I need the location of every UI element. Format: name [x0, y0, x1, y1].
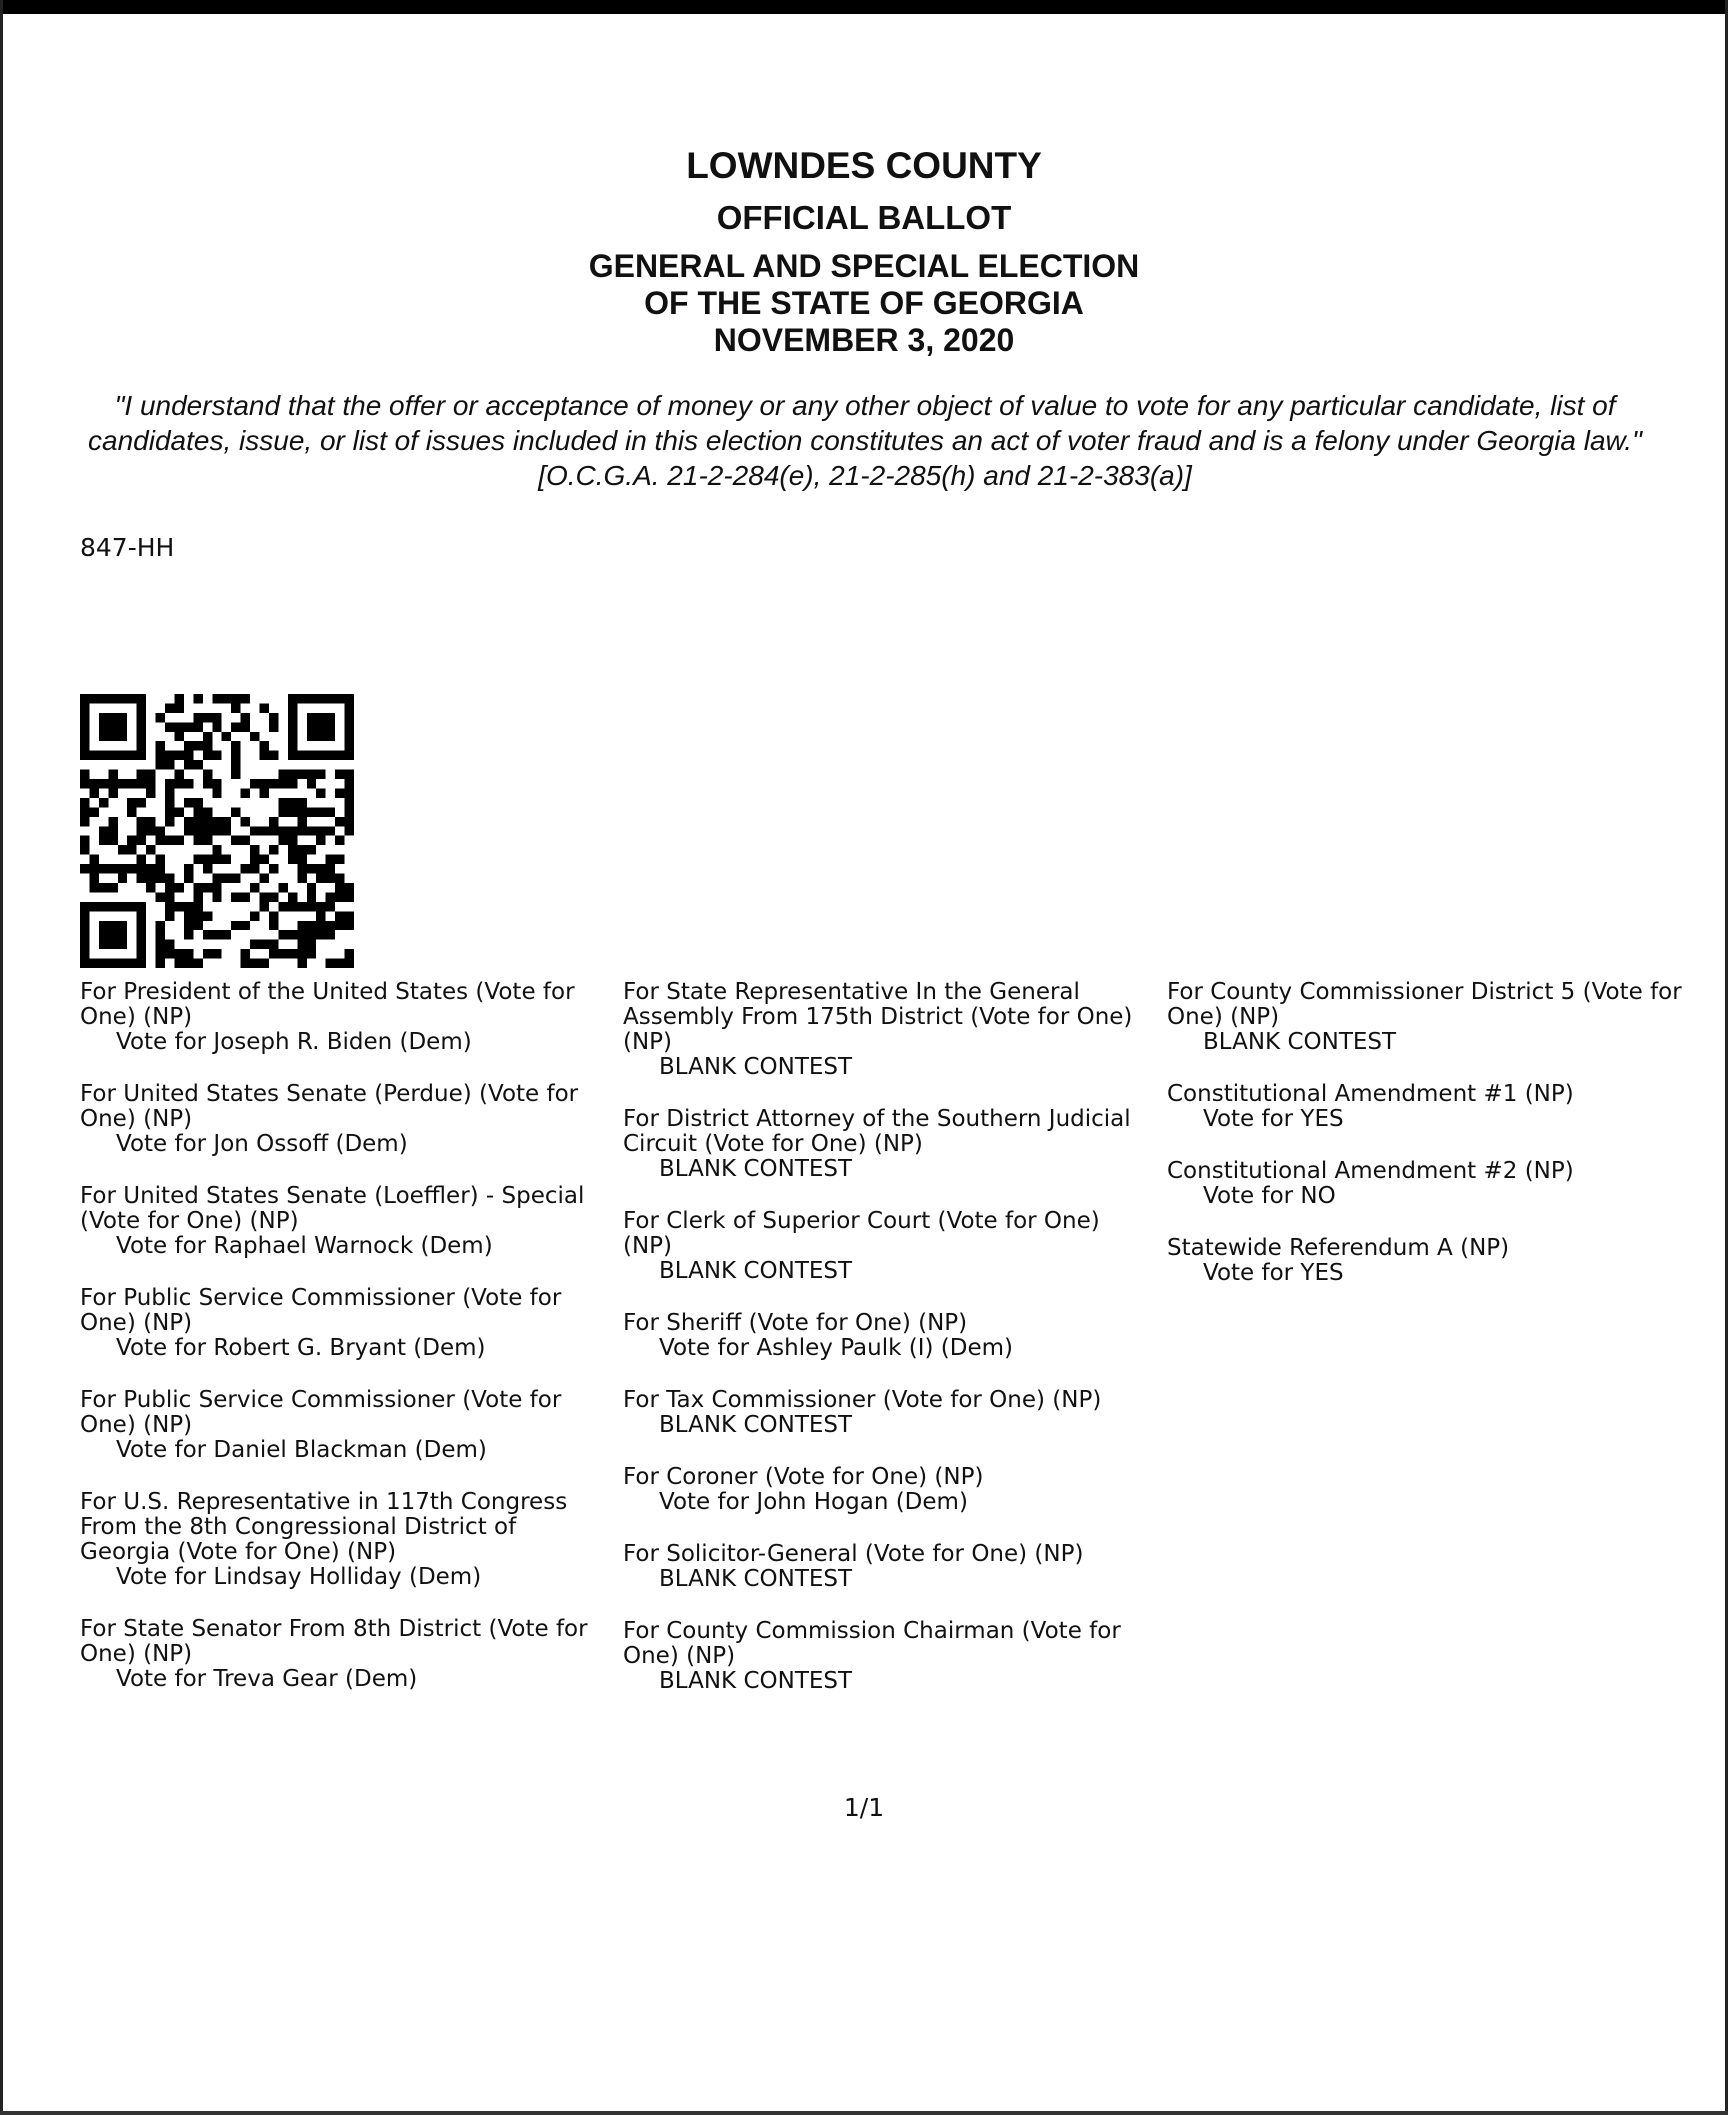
contest [1167, 1082, 1697, 1132]
page-number: 1/1 [843, 1793, 885, 1822]
contest-column-1 [80, 980, 610, 1719]
contest-selection: BLANK CONTEST [1203, 1029, 1397, 1055]
contest [623, 1465, 1153, 1515]
contest-column-3 [1167, 980, 1697, 1313]
contest-selection: Vote for Daniel Blackman (Dem) [116, 1437, 487, 1463]
contest-selection: Vote for YES [1203, 1260, 1344, 1286]
ballot-style-code: 847-HH [80, 533, 175, 562]
voter-fraud-notice: "I understand that the offer or acceptance of money or any other object of value to vote for any particular candidate, list of candidates, issue, or list of issues included in this election constitutes an act of voter fraud and is a felony under Georgia law." [O.C.G.A. 21-2-284(e), 21-2-285(h) and 21-2-383(a)] [88, 390, 1642, 491]
contest-title: For United States Senate (Loeffler) - Special (Vote for One) (NP) [80, 1183, 585, 1234]
contest-selection: Vote for Joseph R. Biden (Dem) [116, 1029, 472, 1055]
scan-top-border [0, 0, 1728, 14]
contest [623, 1107, 1153, 1182]
contest-title: Constitutional Amendment #2 (NP) [1167, 1158, 1574, 1184]
contest-selection: Vote for NO [1203, 1183, 1336, 1209]
contest-title: For District Attorney of the Southern Judicial Circuit (Vote for One) (NP) [623, 1106, 1131, 1157]
contest-title: For President of the United States (Vote for One) (NP) [80, 979, 575, 1030]
contest [80, 1184, 610, 1259]
contest-title: For United States Senate (Perdue) (Vote for One) (NP) [80, 1081, 579, 1132]
contest-selection: BLANK CONTEST [659, 1258, 853, 1284]
contest-title: For State Representative In the General Assembly From 175th District (Vote for One) (NP) [623, 979, 1133, 1055]
contest-selection: Vote for Robert G. Bryant (Dem) [116, 1335, 486, 1361]
contest [623, 1311, 1153, 1361]
contest [80, 1617, 610, 1692]
contest-selection: Vote for Jon Ossoff (Dem) [116, 1131, 408, 1157]
contest-selection: Vote for Raphael Warnock (Dem) [116, 1233, 493, 1259]
contest [80, 980, 610, 1055]
contest-selection: BLANK CONTEST [659, 1156, 853, 1182]
contest-selection: BLANK CONTEST [659, 1412, 853, 1438]
scan-bottom-border [0, 2111, 1728, 2115]
contest-title: For County Commission Chairman (Vote for One) (NP) [623, 1618, 1121, 1669]
contest-title: For State Senator From 8th District (Vote for One) (NP) [80, 1616, 588, 1667]
contest [623, 1619, 1153, 1694]
contest-title: For Public Service Commissioner (Vote for One) (NP) [80, 1387, 562, 1438]
election-line-2: OF THE STATE OF GEORGIA [644, 285, 1084, 321]
contest-selection: Vote for YES [1203, 1106, 1344, 1132]
contest-title: For Coroner (Vote for One) (NP) [623, 1464, 984, 1490]
contest-selection: Vote for Lindsay Holliday (Dem) [116, 1564, 482, 1590]
contest-title: For Solicitor-General (Vote for One) (NP) [623, 1541, 1084, 1567]
contest [1167, 1236, 1697, 1286]
contest-title: For Sheriff (Vote for One) (NP) [623, 1310, 968, 1336]
contest-title: For Clerk of Superior Court (Vote for One) (NP) [623, 1208, 1100, 1259]
contest-title: Constitutional Amendment #1 (NP) [1167, 1081, 1574, 1107]
contest-selection: Vote for Treva Gear (Dem) [116, 1666, 418, 1692]
election-date: NOVEMBER 3, 2020 [713, 322, 1015, 358]
ballot-header [0, 142, 1728, 359]
contest-title: For Public Service Commissioner (Vote for One) (NP) [80, 1285, 562, 1336]
contest-selection: BLANK CONTEST [659, 1668, 853, 1694]
contest-title: Statewide Referendum A (NP) [1167, 1235, 1510, 1261]
contest [80, 1490, 610, 1590]
contest [623, 1542, 1153, 1592]
contest [80, 1286, 610, 1361]
contest [623, 1209, 1153, 1284]
contest [623, 980, 1153, 1080]
contest-column-2 [623, 980, 1153, 1721]
contest-title: For County Commissioner District 5 (Vote for One) (NP) [1167, 979, 1682, 1030]
ballot-title: OFFICIAL BALLOT [716, 199, 1012, 236]
contest [1167, 1159, 1697, 1209]
contest-selection: Vote for Ashley Paulk (I) (Dem) [659, 1335, 1013, 1361]
county-name: LOWNDES COUNTY [686, 145, 1042, 186]
contest [80, 1082, 610, 1157]
qr-code [80, 694, 354, 968]
contest-selection: BLANK CONTEST [659, 1054, 853, 1080]
contest-selection: Vote for John Hogan (Dem) [659, 1489, 968, 1515]
contest-title: For Tax Commissioner (Vote for One) (NP) [623, 1387, 1102, 1413]
contest [623, 1388, 1153, 1438]
contest-selection: BLANK CONTEST [659, 1566, 853, 1592]
contest [1167, 980, 1697, 1055]
contest [80, 1388, 610, 1463]
contest-title: For U.S. Representative in 117th Congress From the 8th Congressional District of Georgia (Vote for One) (NP) [80, 1489, 568, 1565]
election-line-1: GENERAL AND SPECIAL ELECTION [588, 248, 1140, 284]
